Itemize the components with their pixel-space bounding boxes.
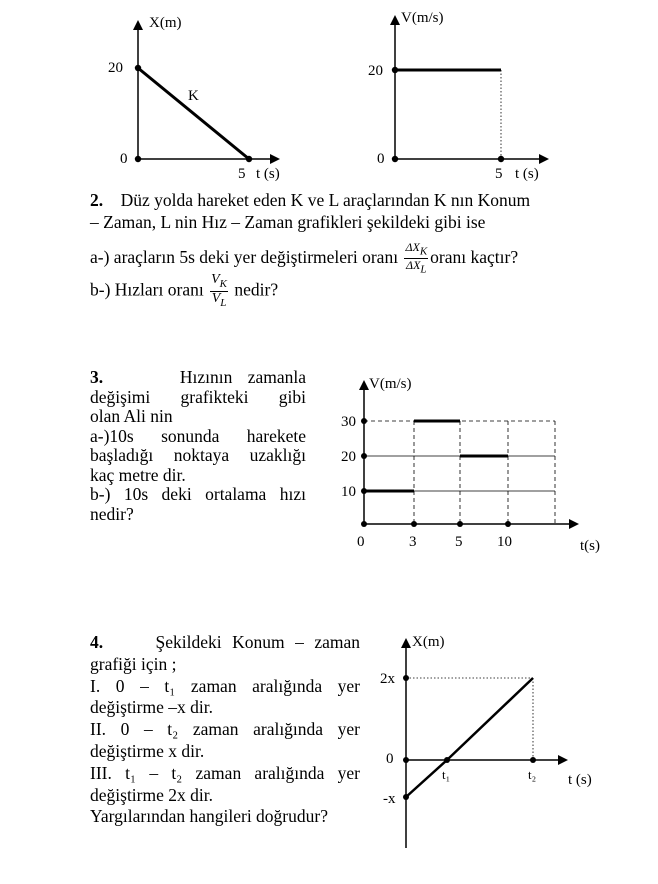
- chart-l-velocity: [368, 10, 547, 182]
- q4-line-1: grafiği için ;: [90, 653, 177, 674]
- y-tick-0: 0: [120, 151, 128, 167]
- q2-part-b: [90, 273, 278, 310]
- x-tick-5: 5: [238, 166, 246, 182]
- point-t5: [457, 521, 463, 527]
- q4-line-8: Yargılarından hangileri doğrudur?: [90, 806, 328, 827]
- x-tick-10: 10: [497, 534, 512, 550]
- q3-line-7: nedir?: [90, 503, 134, 524]
- q4-line-3: değiştirme –x dir.: [90, 697, 213, 718]
- y-tick-30: 30: [341, 414, 356, 430]
- series-k-line: [138, 68, 249, 159]
- q2-line2: – Zaman, L nin Hız – Zaman grafikleri şekildeki gibi ise: [90, 212, 486, 232]
- point-5: [498, 156, 504, 162]
- point-2x: [403, 675, 409, 681]
- point-minus-x: [403, 794, 409, 800]
- y-axis-label: X(m): [412, 634, 445, 650]
- q3-line-3: a-)10s sonunda harekete: [90, 425, 306, 446]
- y-tick-minus-x: -x: [383, 791, 396, 807]
- frac-den: ΔX: [406, 258, 421, 273]
- y-axis-label: V(m/s): [369, 376, 412, 392]
- frac-num: V: [211, 272, 220, 287]
- chart-position-q4: [380, 634, 592, 848]
- point-t1: [444, 757, 450, 763]
- q3-line-6: b-) 10s deki ortalama hızı: [90, 484, 306, 504]
- q2-part-a: [90, 241, 518, 277]
- q3-line-5: kaç metre dir.: [90, 464, 186, 485]
- q2-number: 2.: [90, 190, 104, 210]
- origin-point: [361, 521, 367, 527]
- q2-a-fraction: [404, 241, 428, 277]
- q4-line-2: I. 0 – t₁ zaman aralığında yer: [90, 675, 360, 696]
- q4-line-5: değiştirme x dir.: [90, 740, 205, 761]
- frac-den-sub: L: [220, 296, 227, 309]
- q2-a-suffix: oranı kaçtır?: [430, 246, 519, 267]
- point-5: [246, 156, 252, 162]
- point-t3: [411, 521, 417, 527]
- q3-block: [90, 368, 306, 524]
- x-axis-label: t (s): [568, 772, 592, 788]
- point-30: [361, 418, 367, 424]
- point-20: [361, 453, 367, 459]
- x-axis-label: t (s): [256, 166, 280, 182]
- q4-line-4: II. 0 – t₂ zaman aralığında yer: [90, 719, 360, 740]
- frac-num-sub: K: [419, 245, 428, 258]
- q4-text-0: Şekildeki Konum – zaman: [155, 632, 360, 652]
- point-10: [361, 488, 367, 494]
- q3-text-0: Hızının zamanla: [179, 367, 306, 387]
- q2-text-1: Düz yolda hareket eden K ve L araçlarından K nın Konum: [120, 190, 531, 210]
- q3-line-1: değişimi grafikteki gibi: [90, 386, 306, 407]
- y-tick-20: 20: [341, 449, 356, 465]
- x-tick-5: 5: [495, 166, 503, 182]
- q4-line-7: değiştirme 2x dir.: [90, 784, 213, 805]
- frac-den: V: [211, 290, 221, 306]
- y-axis-label: V(m/s): [401, 10, 444, 26]
- series-label-k: K: [188, 88, 199, 104]
- y-tick-0: 0: [377, 151, 385, 167]
- x-tick-3: 3: [409, 534, 417, 550]
- frac-den-sub: L: [420, 263, 427, 276]
- q3-number: 3.: [90, 367, 180, 387]
- grid: [364, 421, 555, 524]
- chart-k-position: [108, 15, 280, 182]
- q2-line1: [90, 189, 610, 211]
- chart-ali-velocity: [341, 376, 600, 554]
- point-t10: [505, 521, 511, 527]
- q2-b-prefix: b-) Hızları oranı: [90, 279, 204, 300]
- q4-number: 4.: [90, 632, 156, 652]
- q2-b-suffix: nedir?: [234, 279, 279, 300]
- point-t2: [530, 757, 536, 763]
- origin-point: [392, 156, 398, 162]
- frac-num: ΔX: [405, 240, 420, 254]
- x-tick-0: 0: [357, 534, 365, 550]
- q3-line-2: olan Ali nin: [90, 406, 173, 426]
- x-axis-label: t(s): [580, 538, 600, 554]
- q4-block: [90, 632, 360, 828]
- y-tick-10: 10: [341, 484, 356, 500]
- q2-a-prefix: a-) araçların 5s deki yer değiştirmeleri oranı: [90, 246, 399, 267]
- origin-point: [135, 156, 141, 162]
- point-20: [135, 65, 141, 71]
- q2-b-fraction: [210, 273, 228, 310]
- frac-num-sub: K: [219, 277, 227, 290]
- series-line: [406, 678, 533, 797]
- origin-point: [403, 757, 409, 763]
- q4-line-6: III. t₁ – t₂ zaman aralığında yer: [90, 762, 360, 783]
- q4-line-0: [90, 632, 360, 654]
- q3-line-4: başladığı noktaya uzaklığı: [90, 445, 306, 465]
- x-tick-5: 5: [455, 534, 463, 550]
- q3-line-0: [90, 368, 306, 388]
- x-tick-t2: t₂: [528, 767, 537, 782]
- x-axis-label: t (s): [515, 166, 539, 182]
- y-tick-20: 20: [108, 60, 123, 76]
- y-axis-label: X(m): [149, 15, 182, 31]
- x-tick-t1: t₁: [442, 767, 451, 782]
- y-tick-20: 20: [368, 63, 383, 79]
- y-tick-0: 0: [386, 751, 394, 767]
- point-20: [392, 67, 398, 73]
- y-tick-2x: 2x: [380, 671, 395, 687]
